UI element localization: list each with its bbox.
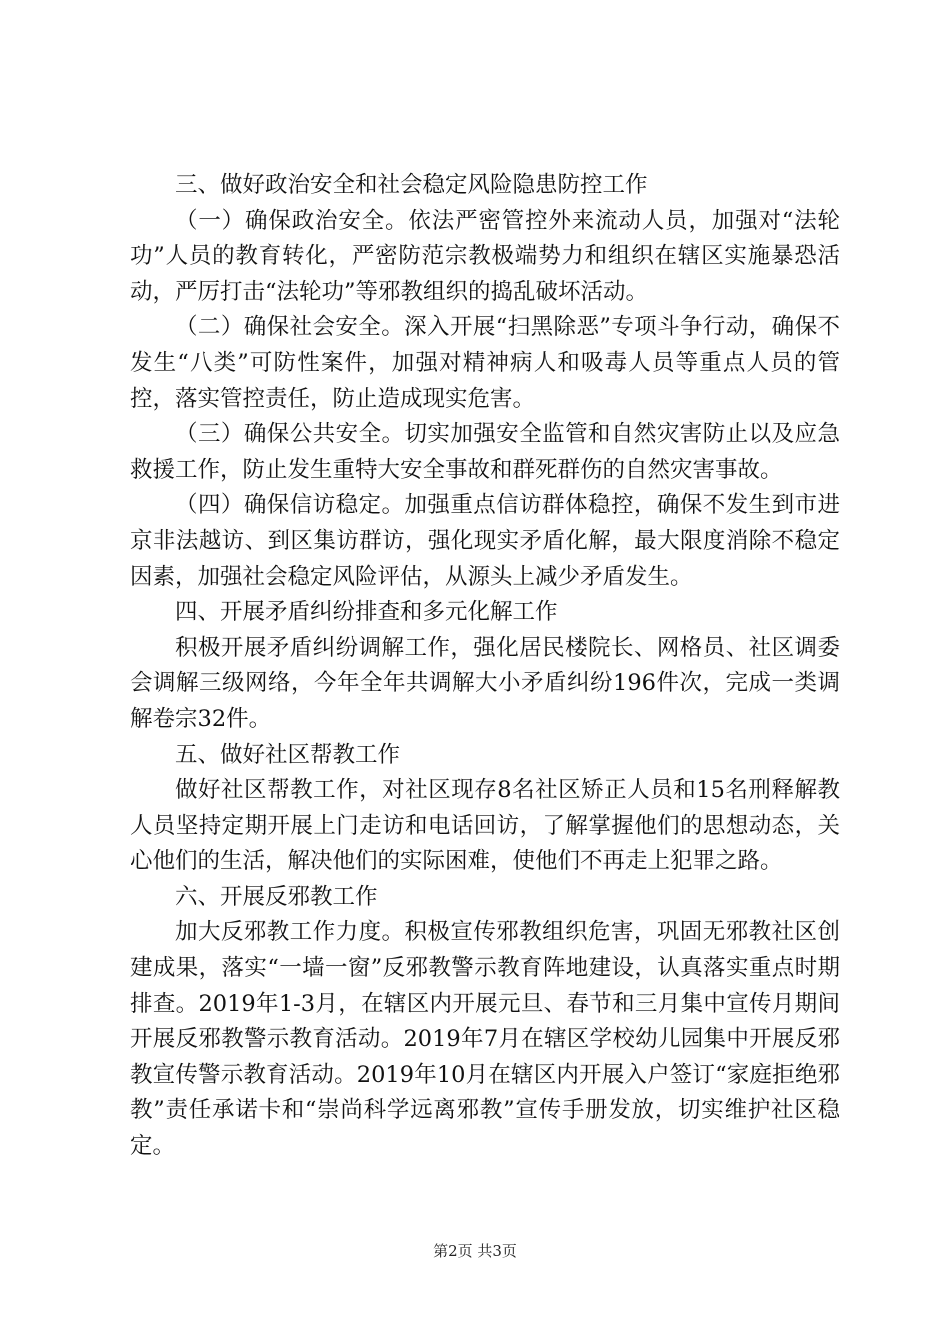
- paragraph-petition-stability: （四）确保信访稳定。加强重点信访群体稳控，确保不发生到市进京非法越访、到区集访群访，强化现实矛盾化解，最大限度消除不稳定因素，加强社会稳定风险评估，从源头上减少矛盾发生。: [130, 492, 840, 590]
- paragraph-dispute-mediation: 积极开展矛盾纠纷调解工作，强化居民楼院长、网格员、社区调委会调解三级网络，今年全年共调解大小矛盾纠纷196件次，完成一类调解卷宗32件。: [130, 634, 840, 732]
- page-footer: 第2页 共3页: [433, 1242, 517, 1260]
- paragraph-anti-cult: 加大反邪教工作力度。积极宣传邪教组织危害，巩固无邪教社区创建成果，落实“一墙一窗”反邪教警示教育阵地建设，认真落实重点时期排查。2019年1-3月，在辖区内开展元旦、春节和三月集中宣传月期间开展反邪教警示教育活动。2019年7月在辖区学校幼儿园集中开展反邪教宣传警示教育活动。2019年10月在辖区内开展入户签订“家庭拒绝邪教”责任承诺卡和“崇尚科学远离邪教”宣传手册发放，切实维护社区稳定。: [130, 919, 840, 1160]
- paragraph-social-security: （二）确保社会安全。深入开展“扫黑除恶”专项斗争行动，确保不发生“八类”可防性案件，加强对精神病人和吸毒人员等重点人员的管控，落实管控责任，防止造成现实危害。: [130, 314, 840, 412]
- paragraph-political-security: （一）确保政治安全。依法严密管控外来流动人员，加强对“法轮功”人员的教育转化，严密防范宗教极端势力和组织在辖区实施暴恐活动，严厉打击“法轮功”等邪教组织的捣乱破坏活动。: [130, 207, 840, 305]
- section-heading-6: 六、开展反邪教工作: [175, 883, 378, 910]
- paragraph-public-security: （三）确保公共安全。切实加强安全监管和自然灾害防止以及应急救援工作，防止发生重特大安全事故和群死群伤的自然灾害事故。: [130, 421, 840, 483]
- section-heading-5: 五、做好社区帮教工作: [175, 741, 401, 768]
- section-heading-3: 三、做好政治安全和社会稳定风险隐患防控工作: [175, 172, 648, 198]
- document-body: [130, 168, 840, 1165]
- section-heading-4: 四、开展矛盾纠纷排查和多元化解工作: [175, 599, 558, 626]
- paragraph-community-assistance: 做好社区帮教工作，对社区现存8名社区矫正人员和15名刑释解教人员坚持定期开展上门走访和电话回访，了解掌握他们的思想动态，关心他们的生活，解决他们的实际困难，使他们不再走上犯罪之路。: [130, 777, 840, 875]
